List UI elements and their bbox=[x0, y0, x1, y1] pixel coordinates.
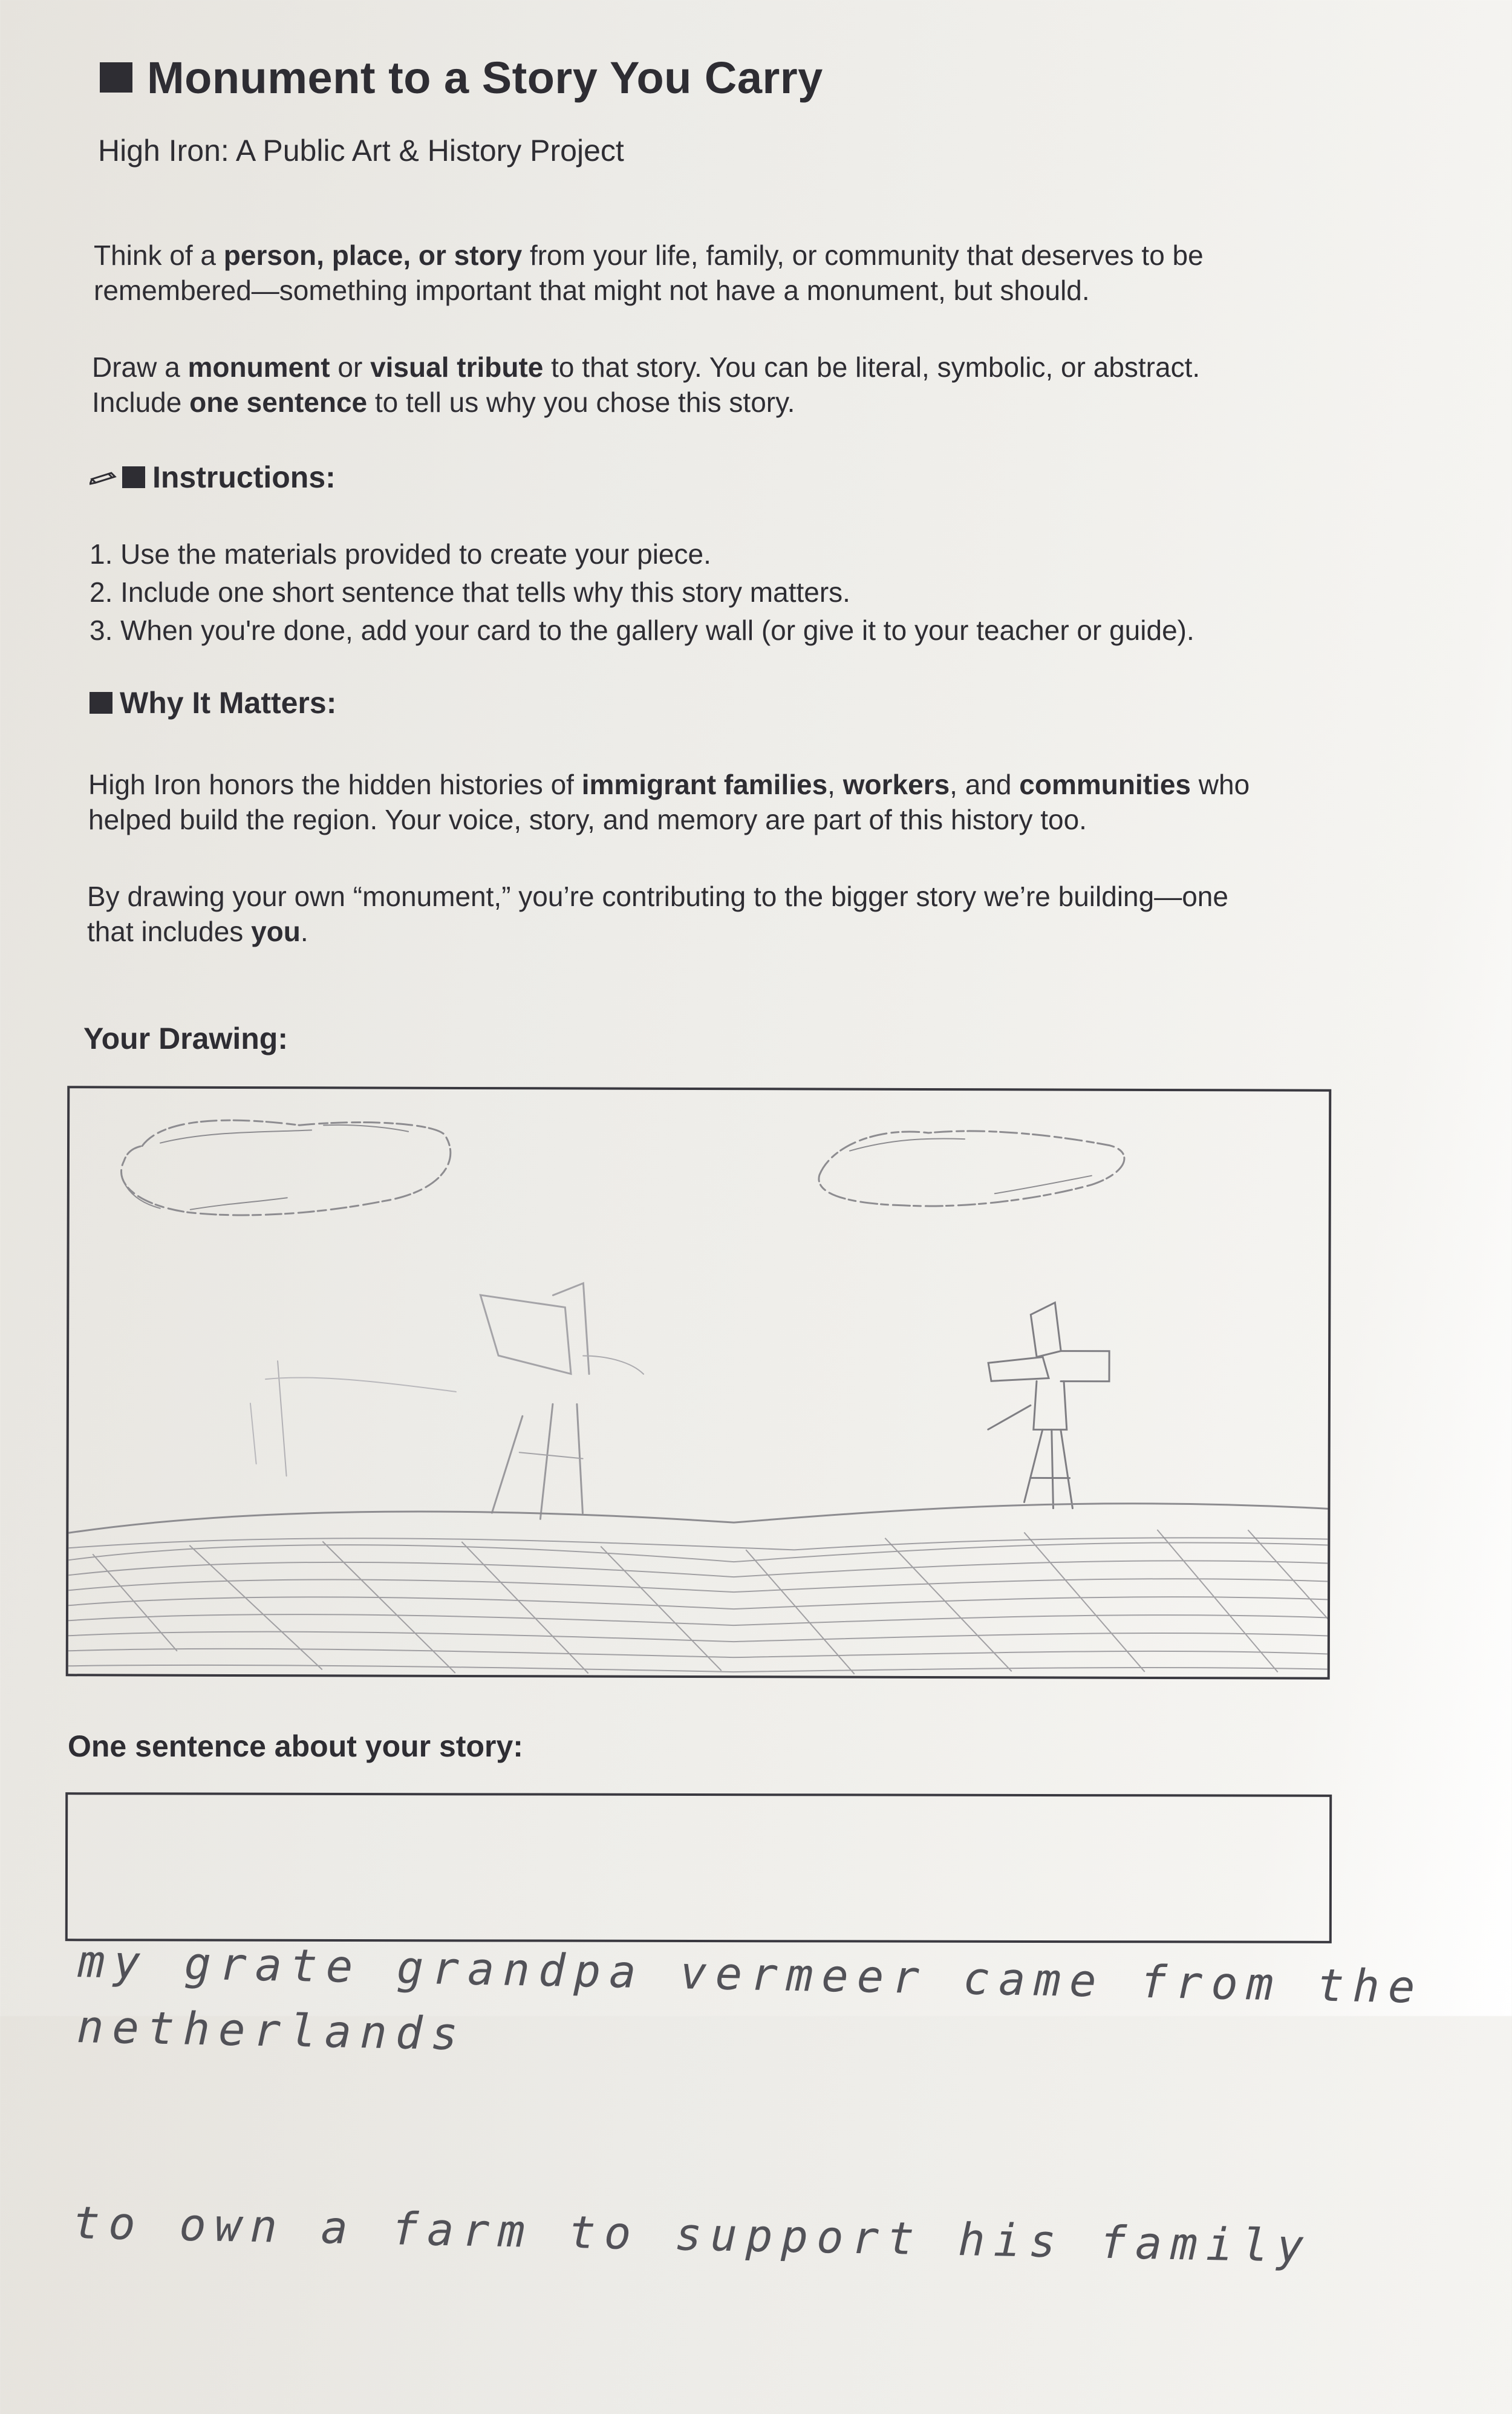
handwritten-line-1: my grate grandpa vermeer came from the netherlands bbox=[76, 1936, 1459, 2061]
why-line: helped build the region. Your voice, story, and memory are part of this history too. bbox=[88, 804, 1087, 835]
handwritten-line-2: to own a farm to support his family bbox=[72, 2197, 1313, 2273]
pencil-icon bbox=[90, 467, 120, 488]
intro-line: Think of a person, place, or story from your life, family, or community that deserves to be bbox=[94, 240, 1204, 271]
field-hatching bbox=[68, 1527, 1332, 1675]
page-title bbox=[100, 52, 823, 103]
intro-line: Draw a monument or visual tribute to that story. You can be literal, symbolic, or abstract. bbox=[92, 351, 1201, 383]
page-subtitle: High Iron: A Public Art & History Project bbox=[98, 134, 624, 168]
intro-paragraph-2 bbox=[92, 350, 1200, 420]
why-line: that includes you. bbox=[87, 916, 308, 947]
page-title-text: Monument to a Story You Carry bbox=[147, 53, 823, 103]
intro-paragraph-1 bbox=[94, 238, 1204, 308]
why-paragraph-2 bbox=[87, 879, 1228, 949]
why-heading-text: Why It Matters: bbox=[120, 686, 337, 720]
why-line: By drawing your own “monument,” you’re contributing to the bigger story we’re building—one bbox=[87, 881, 1228, 912]
instruction-step: 3. When you're done, add your card to the gallery wall (or give it to your teacher or guide). bbox=[90, 615, 1194, 646]
drawing-area bbox=[66, 1086, 1332, 1679]
instructions-list bbox=[90, 535, 1194, 650]
square-bullet-icon bbox=[100, 62, 132, 93]
windmill-right bbox=[988, 1302, 1109, 1509]
intro-line: Include one sentence to tell us why you chose this story. bbox=[92, 387, 795, 418]
sentence-box bbox=[65, 1792, 1459, 2273]
hill-line bbox=[68, 1501, 1331, 1536]
instructions-heading bbox=[90, 460, 336, 495]
square-bullet-icon bbox=[90, 692, 112, 714]
faint-windmill-middle bbox=[480, 1295, 571, 1374]
why-paragraph-1 bbox=[88, 767, 1250, 837]
drawing-label: Your Drawing: bbox=[83, 1022, 288, 1055]
intro-line: remembered—something important that might not have a monument, but should. bbox=[94, 275, 1090, 306]
sentence-label: One sentence about your story: bbox=[68, 1729, 523, 1763]
handwritten-sentence bbox=[70, 1798, 1512, 2414]
instruction-step: 1. Use the materials provided to create your piece. bbox=[90, 538, 711, 570]
pencil-sketch bbox=[68, 1088, 1332, 1679]
instructions-heading-text: Instructions: bbox=[152, 460, 336, 494]
square-bullet-icon bbox=[122, 466, 145, 488]
instruction-step: 2. Include one short sentence that tells why this story matters. bbox=[90, 576, 850, 608]
cloud-left bbox=[121, 1120, 451, 1216]
why-line: High Iron honors the hidden histories of immigrant families, workers, and communities who bbox=[88, 769, 1250, 800]
cloud-right bbox=[819, 1130, 1124, 1207]
why-heading bbox=[90, 685, 336, 720]
